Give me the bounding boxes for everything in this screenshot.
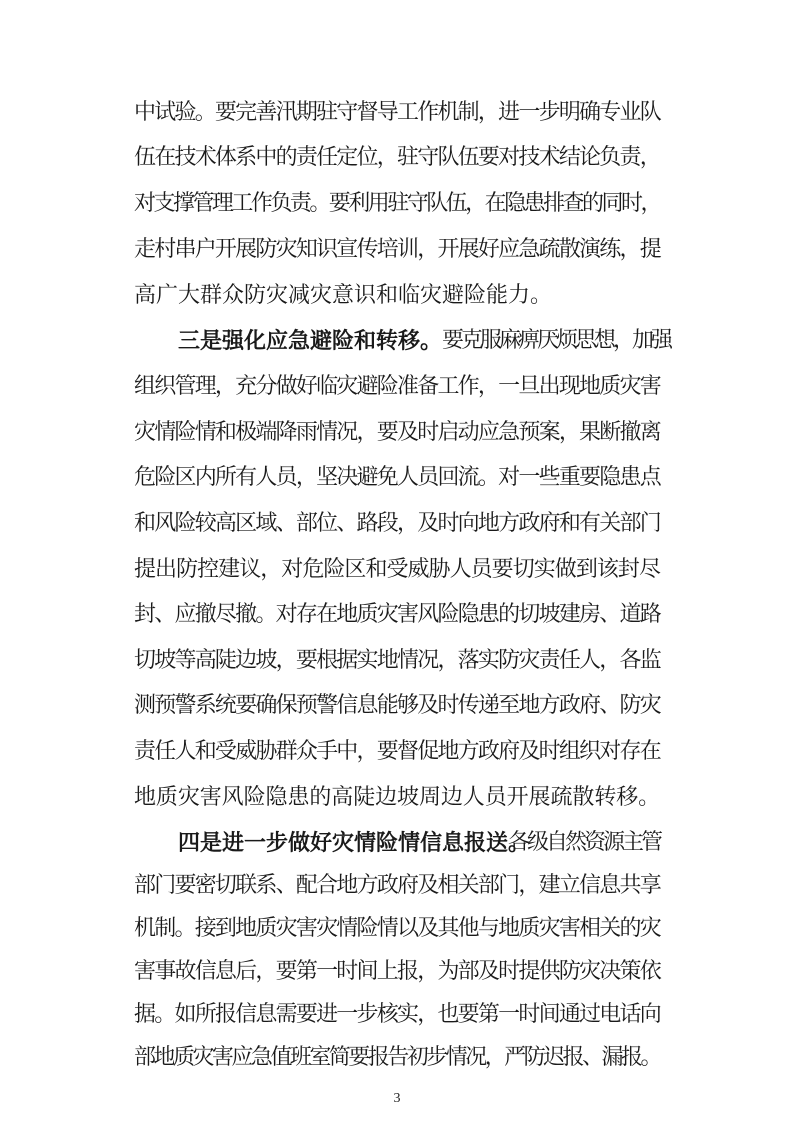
paragraph-2-line-7 (0, 595, 794, 635)
section-heading: 三是强化应急避险和转移。 (178, 328, 443, 354)
paragraph-1-line-2 (0, 138, 794, 178)
text-line: 机制。接到地质灾害灾情险情以及其他与地质灾害相关的灾 (134, 916, 660, 941)
text-line: 要克服麻痹厌烦思想，加强 (442, 328, 671, 353)
text-line: 中试验。要完善汛期驻守督导工作机制，进一步明确专业队 (134, 100, 660, 125)
page-number: 3 (393, 1091, 401, 1106)
paragraph-2-line-3 (0, 413, 794, 453)
text-line: 对支撑管理工作负责。要利用驻守队伍，在隐患排查的同时， (134, 191, 660, 216)
text-line: 部地质灾害应急值班室简要报告初步情况，严防迟报、漏报。 (134, 1045, 660, 1070)
text-line: 各级自然资源主管 (508, 830, 661, 855)
paragraph-3-line-1 (0, 823, 794, 863)
paragraph-3-line-3 (0, 909, 794, 949)
paragraph-2-line-11 (0, 778, 794, 818)
paragraph-3-line-6 (0, 1038, 794, 1078)
text-line: 走村串户开展防灾知识宣传培训，开展好应急疏散演练，提 (134, 237, 660, 262)
paragraph-1-line-1 (0, 93, 794, 133)
paragraph-2-line-10 (0, 732, 794, 772)
text-line: 危险区内所有人员，坚决避免人员回流。对一些重要隐患点 (134, 465, 660, 490)
paragraph-2-line-5 (0, 504, 794, 544)
text-line: 据。如所报信息需要进一步核实，也要第一时间通过电话向 (134, 1002, 660, 1027)
paragraph-3-line-4 (0, 952, 794, 992)
section-heading: 四是进一步做好灾情险情信息报送。 (178, 830, 531, 856)
paragraph-2-line-4 (0, 458, 794, 498)
paragraph-2-line-2 (0, 367, 794, 407)
paragraph-2-line-6 (0, 550, 794, 590)
text-line: 封、应撤尽撤。对存在地质灾害风险隐患的切坡建房、道路 (134, 602, 660, 627)
text-line: 伍在技术体系中的责任定位，驻守队伍要对技术结论负责， (134, 145, 660, 170)
paragraph-2-line-9 (0, 686, 794, 726)
text-line: 组织管理，充分做好临灾避险准备工作，一旦出现地质灾害 (134, 374, 660, 399)
text-line: 高广大群众防灾减灾意识和临灾避险能力。 (134, 283, 553, 308)
text-line: 灾情险情和极端降雨情况，要及时启动应急预案，果断撤离 (134, 420, 660, 445)
paragraph-2-line-1 (0, 321, 794, 361)
text-line: 害事故信息后，要第一时间上报，为部及时提供防灾决策依 (134, 959, 660, 984)
text-line: 提出防控建议，对危险区和受威胁人员要切实做到该封尽 (134, 557, 661, 582)
text-line: 部门要密切联系、配合地方政府及相关部门，建立信息共享 (134, 873, 660, 898)
text-line: 责任人和受威胁群众手中，要督促地方政府及时组织对存在 (134, 739, 660, 764)
text-line: 和风险较高区域、部位、路段，及时向地方政府和有关部门 (134, 511, 660, 536)
paragraph-1-line-5 (0, 276, 794, 316)
text-line: 切坡等高陡边坡，要根据实地情况，落实防灾责任人，各监 (134, 648, 660, 673)
paragraph-3-line-2 (0, 866, 794, 906)
paragraph-3-line-5 (0, 995, 794, 1035)
paragraph-2-line-8 (0, 641, 794, 681)
text-line: 地质灾害风险隐患的高陡边坡周边人员开展疏散转移。 (134, 785, 661, 810)
paragraph-1-line-3 (0, 184, 794, 224)
text-line: 测预警系统要确保预警信息能够及时传递至地方政府、防灾 (134, 693, 660, 718)
paragraph-1-line-4 (0, 230, 794, 270)
